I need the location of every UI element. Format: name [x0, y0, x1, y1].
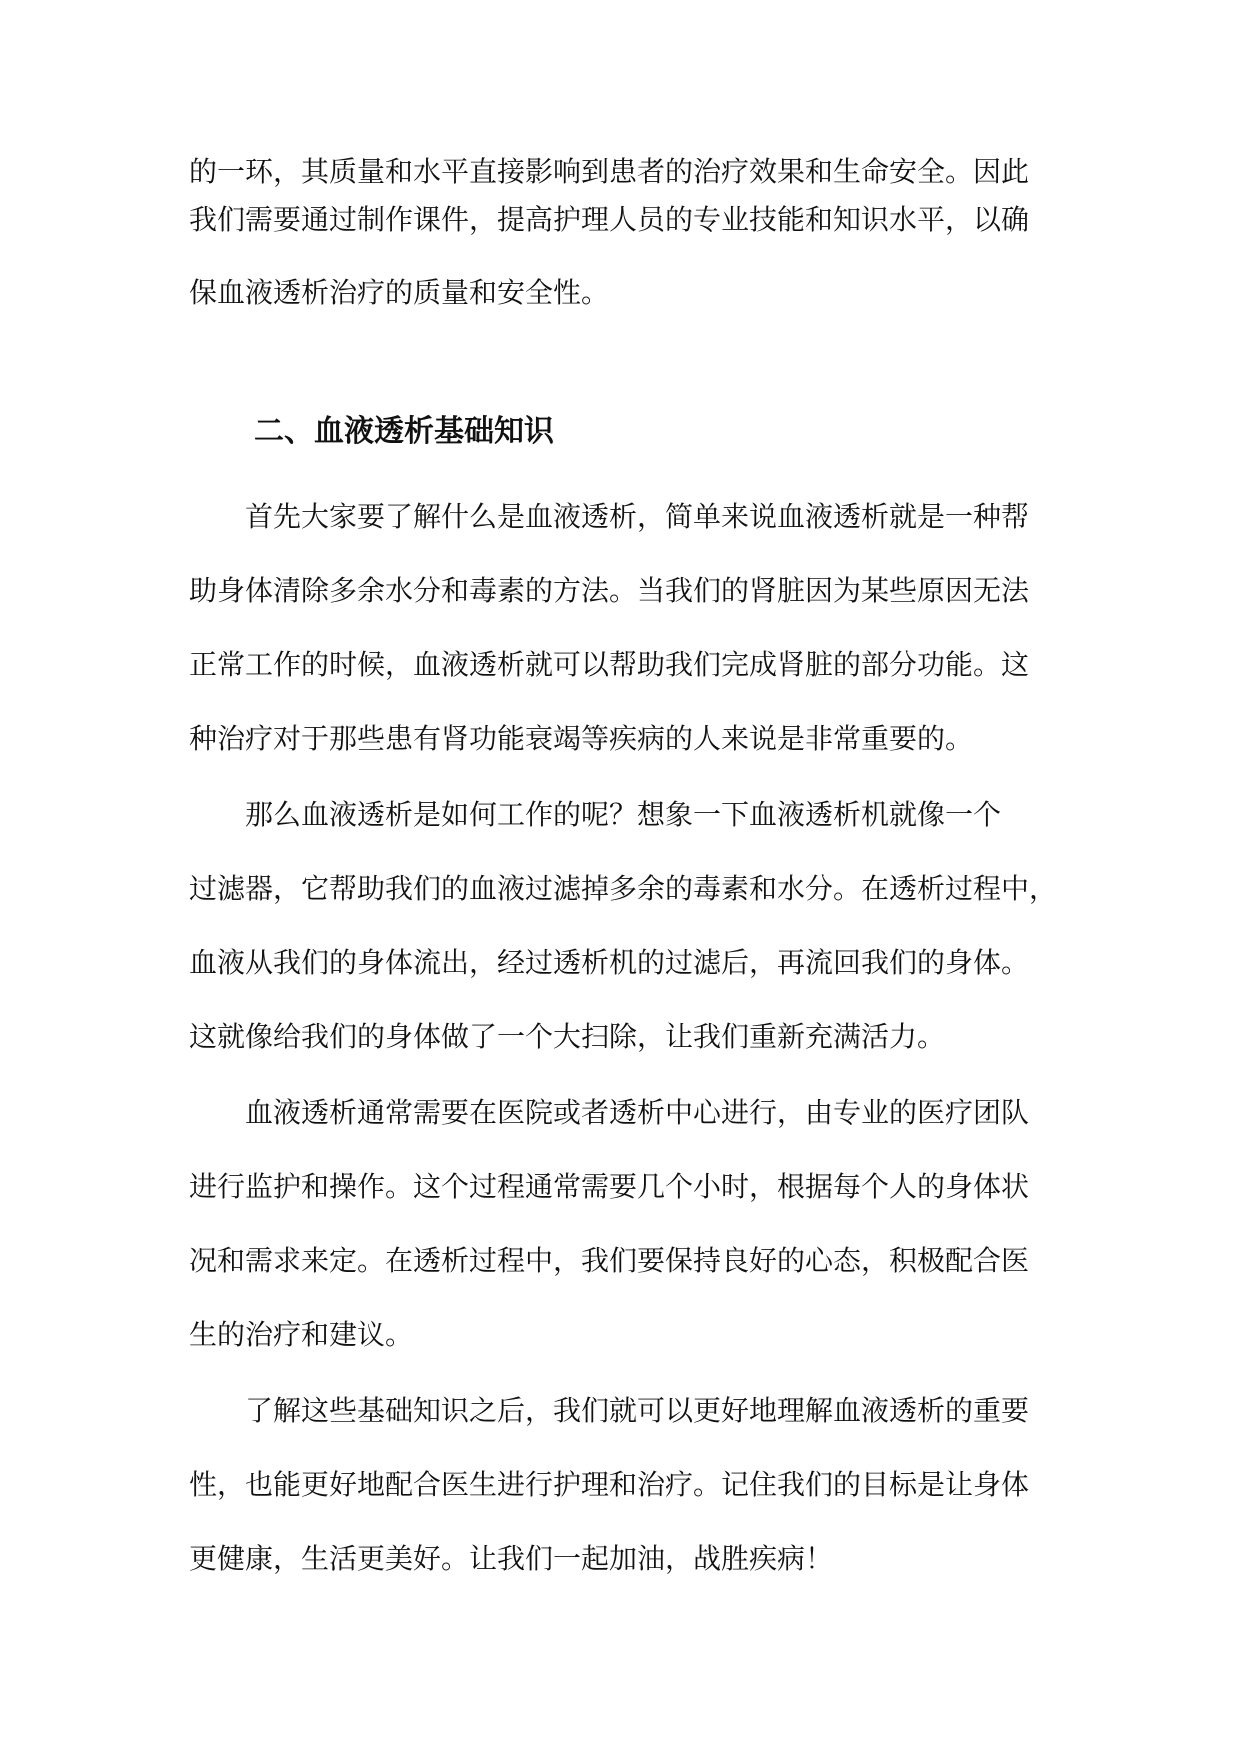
section-heading: 二、血液透析基础知识 — [254, 414, 554, 449]
paragraph-3-line-2: 进行监护和操作。这个过程通常需要几个小时，根据每个人的身体状 — [189, 1170, 1030, 1203]
paragraph-1-line-4: 种治疗对于那些患有肾功能衰竭等疾病的人来说是非常重要的。 — [189, 722, 974, 755]
paragraph-2-line-3: 血液从我们的身体流出，经过透析机的过滤后，再流回我们的身体。 — [189, 946, 1030, 979]
paragraph-4-line-3: 更健康，生活更美好。让我们一起加油，战胜疾病！ — [189, 1542, 834, 1575]
paragraph-3-line-4: 生的治疗和建议。 — [189, 1318, 414, 1351]
paragraph-1-line-1: 首先大家要了解什么是血液透析，简单来说血液透析就是一种帮 — [245, 500, 1030, 533]
paragraph-4-line-1: 了解这些基础知识之后，我们就可以更好地理解血液透析的重要 — [245, 1394, 1030, 1427]
intro-line-3: 保血液透析治疗的质量和安全性。 — [189, 276, 610, 309]
paragraph-4-line-2: 性，也能更好地配合医生进行护理和治疗。记住我们的目标是让身体 — [189, 1468, 1030, 1501]
paragraph-2-line-4: 这就像给我们的身体做了一个大扫除，让我们重新充满活力。 — [189, 1020, 946, 1053]
paragraph-1-line-2: 助身体清除多余水分和毒素的方法。当我们的肾脏因为某些原因无法 — [189, 574, 1030, 607]
paragraph-2-line-2: 过滤器，它帮助我们的血液过滤掉多余的毒素和水分。在透析过程中， — [189, 872, 1058, 905]
paragraph-2-line-1: 那么血液透析是如何工作的呢？想象一下血液透析机就像一个 — [245, 798, 1002, 831]
intro-line-1: 的一环，其质量和水平直接影响到患者的治疗效果和生命安全。因此 — [189, 155, 1030, 188]
paragraph-1-line-3: 正常工作的时候，血液透析就可以帮助我们完成肾脏的部分功能。这 — [189, 648, 1030, 681]
paragraph-3-line-3: 况和需求来定。在透析过程中，我们要保持良好的心态，积极配合医 — [189, 1244, 1030, 1277]
intro-line-2: 我们需要通过制作课件，提高护理人员的专业技能和知识水平，以确 — [189, 203, 1030, 236]
paragraph-3-line-1: 血液透析通常需要在医院或者透析中心进行，由专业的医疗团队 — [245, 1096, 1030, 1129]
